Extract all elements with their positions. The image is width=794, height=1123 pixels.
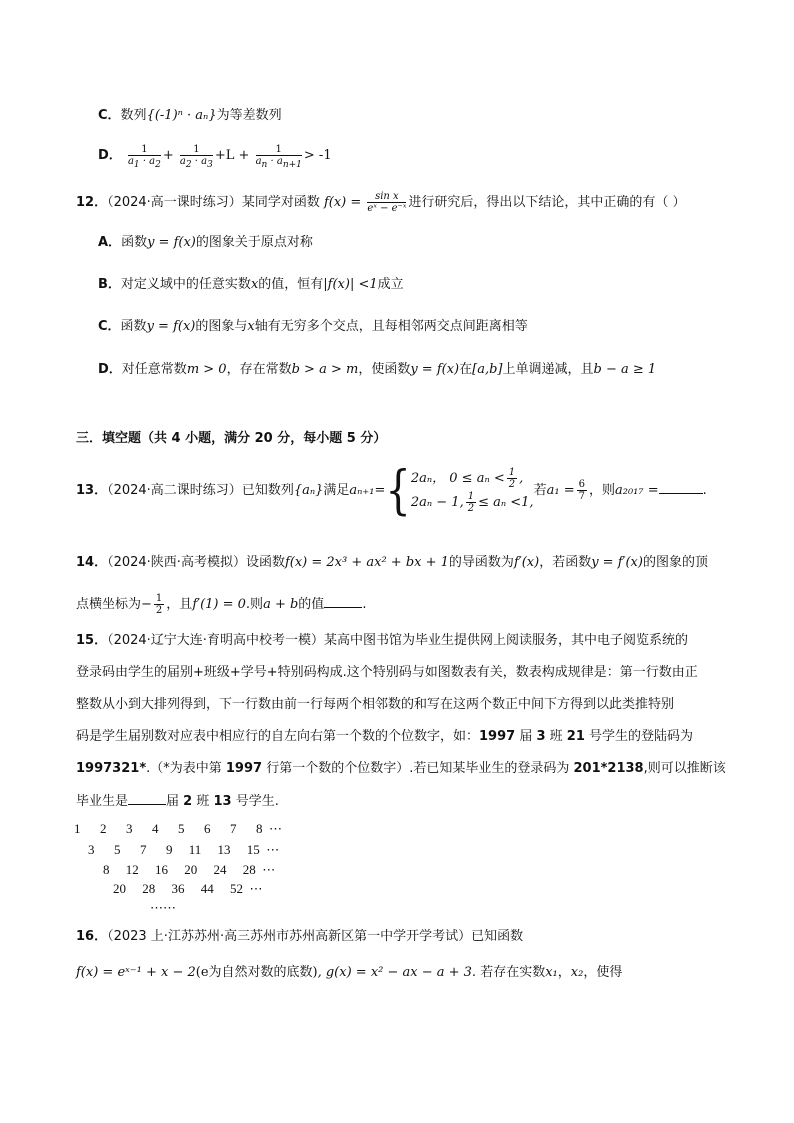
q15-line2: 登录码由学生的届别+班级+学号+特别码构成.这个特别码与如图数表有关，数表构成规律是：第一行数由正 bbox=[76, 665, 698, 680]
number-table-row-5: ⋯⋯ bbox=[150, 900, 176, 915]
formula: y = f(x) bbox=[147, 235, 196, 250]
question-number: 16． bbox=[76, 929, 108, 944]
question-text: 的导函数为 bbox=[448, 555, 514, 570]
q15-line5: 1997321*.（*为表中第 1997 行第一个数的个位数字）.若已知某毕业生的登录码为 201*2138,则可以推断该 bbox=[76, 761, 726, 776]
formula: − bbox=[141, 597, 152, 612]
question-text: 的值 bbox=[298, 597, 325, 612]
formula: [a,b] bbox=[472, 362, 503, 377]
piecewise-cases: 2aₙ， 0 ≤ aₙ < $\frac{1}{2}$ , 2aₙ − 1, $\frac{1}{2}$ ≤ aₙ <1, bbox=[410, 466, 534, 514]
option-label: C． bbox=[98, 319, 121, 334]
q11-option-d: D． $\frac{1}{a_1 \cdot a_2}$ + $\frac{1}{a_2 \cdot a_3}$ +L + $\frac{1}{a_n \cdot a_{n+1}}$ > -1 bbox=[98, 144, 332, 170]
option-label: C． bbox=[98, 108, 121, 123]
formula: x₂ bbox=[570, 965, 584, 980]
question-text: 进行研究后，得出以下结论，其中正确的有（ ） bbox=[408, 195, 686, 210]
fraction-term-2: $\frac{1}{a_2 \cdot a_3}$ bbox=[179, 144, 213, 170]
option-label: A． bbox=[98, 235, 122, 250]
option-text: 数列 bbox=[120, 108, 147, 123]
option-label: D． bbox=[98, 362, 122, 377]
option-text: 轴有无穷多个交点，且每相邻两交点间距离相等 bbox=[254, 319, 528, 334]
q15-line1 bbox=[76, 632, 688, 650]
answer-blank[interactable] bbox=[128, 792, 166, 805]
option-text: 函数 bbox=[120, 319, 147, 334]
number-table-row-3: 8 12 16 20 24 28 ⋯ bbox=[103, 862, 276, 877]
formula: a + b bbox=[263, 597, 299, 612]
punctuation: . bbox=[362, 597, 367, 612]
fraction: $\frac{6}{7}$ bbox=[578, 479, 585, 502]
option-text: 成立 bbox=[377, 277, 404, 292]
option-text: 对定义域中的任意实数 bbox=[120, 277, 251, 292]
question-text: 设函数 bbox=[245, 555, 285, 570]
section-heading: 三．填空题（共 4 小题，满分 20 分，每小题 5 分） bbox=[76, 431, 387, 446]
fraction-term-1: $\frac{1}{a_1 \cdot a_2}$ bbox=[127, 144, 161, 170]
q12-stem bbox=[76, 191, 686, 214]
formula: x bbox=[250, 277, 259, 292]
question-text: ，则 bbox=[588, 483, 615, 498]
formula: x bbox=[247, 319, 255, 334]
option-label: B． bbox=[98, 277, 121, 292]
question-source: （2024·陕西·高考模拟） bbox=[107, 555, 246, 570]
question-text: 若 bbox=[533, 483, 547, 498]
question-number: 12． bbox=[76, 195, 108, 210]
option-text: 的图象与 bbox=[195, 319, 248, 334]
q15-line3: 整数从小到大排列得到，下一行数由前一行每两个相邻数的和写在这两个数正中间下方得到以此类推特别 bbox=[76, 697, 675, 712]
q11-option-c bbox=[98, 107, 282, 125]
formula: y = f′(x) bbox=[591, 555, 643, 570]
number-table-row-4: 20 28 36 44 52 ⋯ bbox=[113, 881, 263, 896]
q12-option-d bbox=[98, 361, 656, 379]
answer-blank[interactable] bbox=[324, 595, 362, 608]
question-text: 若存在实数 bbox=[476, 965, 546, 980]
q15-line4: 码是学生届别数对应表中相应行的自左向右第一个数的个位数字，如：1997 届 3 班 21 号学生的登陆码为 bbox=[76, 729, 694, 744]
q16-stem bbox=[76, 928, 523, 946]
formula: b > a > m bbox=[291, 362, 359, 377]
question-text: ，且 bbox=[166, 597, 193, 612]
question-text: .则 bbox=[245, 597, 264, 612]
question-number: 15． bbox=[76, 633, 108, 648]
fraction-term-n: $\frac{1}{a_n \cdot a_{n+1}}$ bbox=[255, 144, 302, 170]
question-text: 的图象的顶 bbox=[642, 555, 708, 570]
punctuation: . bbox=[702, 483, 707, 498]
formula: y = f(x) bbox=[146, 319, 196, 334]
q12-option-b bbox=[98, 276, 404, 294]
question-text: 点横坐标为 bbox=[76, 597, 142, 612]
option-text: 的值，恒有 bbox=[258, 277, 324, 292]
q12-option-c bbox=[98, 318, 528, 336]
q14-stem-line2 bbox=[76, 590, 366, 620]
formula: f(x) = eˣ⁻¹ + x − 2 bbox=[76, 965, 196, 980]
formula: x₁ bbox=[545, 965, 558, 980]
option-text: 的图象关于原点对称 bbox=[195, 235, 313, 250]
formula: f(x) = bbox=[323, 195, 362, 210]
option-text: ，使函数 bbox=[358, 362, 411, 377]
option-text: 对任意常数 bbox=[121, 362, 187, 377]
formula: f′(1) = 0 bbox=[192, 597, 246, 612]
question-source: （2024·高二课时练习） bbox=[107, 483, 242, 498]
question-number: 14． bbox=[76, 555, 108, 570]
q12-option-a bbox=[98, 234, 313, 252]
answer-blank[interactable] bbox=[659, 481, 703, 494]
formula: |f(x)| <1 bbox=[323, 277, 378, 292]
question-source: （2024·辽宁大连·育明高中校考一模） bbox=[107, 633, 324, 648]
option-text: ，存在常数 bbox=[226, 362, 292, 377]
formula: y = f(x) bbox=[410, 362, 460, 377]
formula: {(-1)ⁿ · aₙ} bbox=[146, 108, 217, 123]
formula: {aₙ} bbox=[293, 483, 324, 498]
question-text: 已知数列 bbox=[241, 483, 294, 498]
question-source: （2023 上·江苏苏州·高三苏州市苏州高新区第一中学开学考试） bbox=[107, 929, 472, 944]
formula: f′(x) bbox=[513, 555, 540, 570]
question-text: 已知函数 bbox=[471, 929, 524, 944]
function-fraction: $\frac{\text{sin x}}{\text{eˣ − e⁻ˣ}}$ bbox=[367, 191, 407, 214]
formula: aₙ₊₁= bbox=[349, 483, 386, 498]
question-text: 某同学对函数 bbox=[241, 195, 320, 210]
option-text: 上单调递减，且 bbox=[502, 362, 594, 377]
formula: (e为自然对数的底数) bbox=[195, 965, 318, 980]
formula: a₂₀₁₇ = bbox=[614, 483, 659, 498]
formula: +L + bbox=[214, 148, 250, 163]
formula: f(x) = 2x³ + ax² + bx + 1 bbox=[284, 555, 449, 570]
formula: a₁ = bbox=[546, 483, 575, 498]
formula: m > 0 bbox=[186, 362, 227, 377]
option-text: 为等差数列 bbox=[216, 108, 282, 123]
question-text: 满足 bbox=[323, 483, 350, 498]
question-text: 某高中图书馆为毕业生提供网上阅读服务，其中电子阅览系统的 bbox=[323, 633, 688, 648]
q13-stem bbox=[76, 460, 707, 522]
formula: > -1 bbox=[303, 148, 332, 163]
formula: , g(x) = x² − ax − a + 3. bbox=[317, 965, 477, 980]
option-text: 函数 bbox=[121, 235, 148, 250]
formula: b − a ≥ 1 bbox=[593, 362, 657, 377]
brace-icon: { bbox=[385, 460, 411, 521]
question-text: ，使得 bbox=[583, 965, 623, 980]
number-table-row-1: 1 2 3 4 5 6 7 8 ⋯ bbox=[74, 821, 282, 836]
q15-line6: 毕业生是 届 2 班 13 号学生. bbox=[76, 794, 279, 809]
question-text: ，若函数 bbox=[539, 555, 592, 570]
number-table-row-2: 3 5 7 9 11 13 15 ⋯ bbox=[88, 842, 280, 857]
fraction: $\frac{1}{2}$ bbox=[155, 593, 163, 616]
option-text: 在 bbox=[459, 362, 473, 377]
q16-line2: f(x) = eˣ⁻¹ + x − 2(e为自然对数的底数), g(x) = x² − ax − a + 3. 若存在实数x₁，x₂，使得 bbox=[76, 965, 623, 980]
q14-stem-line1 bbox=[76, 554, 708, 572]
question-source: （2024·高一课时练习） bbox=[107, 195, 242, 210]
question-number: 13． bbox=[76, 483, 108, 498]
option-label: D． bbox=[98, 148, 122, 163]
